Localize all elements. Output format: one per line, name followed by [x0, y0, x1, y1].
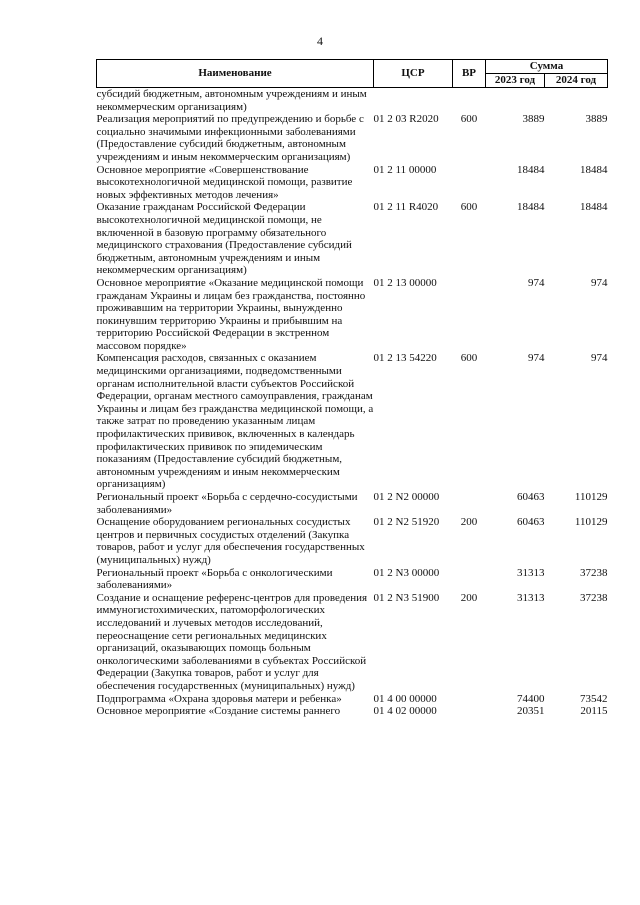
row-csr: 01 2 N2 51920 [373, 516, 440, 529]
row-vr: 200 [460, 591, 478, 604]
row-vr: 600 [460, 352, 478, 365]
header-name: Наименование [97, 60, 374, 88]
row-vr: 200 [460, 516, 478, 529]
row-sum-2024: 37238 [580, 591, 608, 604]
row-vr [453, 567, 486, 592]
row-sum-2024: 110129 [574, 516, 608, 529]
row-sum-2024: 18484 [580, 163, 608, 176]
row-sum-2024 [545, 88, 608, 114]
row-name: Региональный проект «Борьба с онкологическими заболеваниями» [96, 566, 333, 592]
row-sum-2023: 60463 [517, 516, 545, 529]
row-sum-2023: 3889 [522, 113, 545, 126]
row-sum-2023: 31313 [517, 591, 545, 604]
row-vr [453, 164, 486, 202]
row-csr: 01 2 N3 51900 [373, 591, 440, 604]
row-sum-2023: 18484 [517, 163, 545, 176]
row-name: Основное мероприятие «Совершенствование высокотехнологичной медицинской помощи, развитие новых эффективных методов лечения» [96, 163, 353, 201]
row-sum-2024: 110129 [574, 491, 608, 503]
page-number: 4 [317, 34, 323, 48]
row-csr: 01 2 N2 00000 [373, 491, 440, 503]
row-csr: 01 2 11 00000 [373, 163, 437, 176]
row-name: Оказание гражданам Российской Федерации высокотехнологичной медицинской помощи, не включенной в базовую программу обязательного медицинского страхования (Предоставление субсидий бюджетным, автономным учреждениям и иным некоммерческим организациям) [96, 201, 352, 277]
row-name: субсидий бюджетным, автономным учреждениям и иным некоммерческим организациям) [96, 88, 367, 113]
row-sum-2023: 31313 [517, 566, 545, 579]
row-sum-2023: 60463 [517, 491, 545, 503]
table-body [97, 88, 608, 718]
row-sum-2024: 37238 [580, 566, 608, 579]
row-csr: 01 4 00 00000 [373, 692, 437, 705]
row-sum-2023 [486, 88, 545, 114]
row-csr: 01 2 11 R4020 [373, 201, 439, 214]
row-sum-2024: 20115 [580, 705, 608, 718]
row-vr [453, 491, 486, 516]
row-vr [453, 693, 486, 706]
budget-table [96, 59, 608, 718]
row-name: Основное мероприятие «Оказание медицинской помощи гражданам Украины и лицам без гражданства, постоянно проживавшим на территории Украины, вынужденно покинувшим территорию Украины и прибывшим на территорию Российской Федерации в экстренном массовом порядке» [96, 276, 366, 352]
row-vr [453, 277, 486, 353]
row-csr: 01 2 13 00000 [373, 276, 437, 289]
row-sum-2024: 974 [591, 352, 608, 365]
row-csr: 01 2 13 54220 [373, 352, 437, 365]
table-row [97, 352, 608, 491]
row-name: Реализация мероприятий по предупреждению и борьбе с социально значимыми инфекционными заболеваниями (Предоставление субсидий бюджетным, автономным учреждениям и иным некоммерческим организациям) [96, 113, 364, 163]
row-name: Подпрограмма «Охрана здоровья матери и ребенка» [96, 692, 342, 705]
row-name: Оснащение оборудованием региональных сосудистых центров и первичных сосудистых отделений (Закупка товаров, работ и услуг для обеспечения государственных (муниципальных) нужд) [96, 516, 365, 566]
header-2023: 2023 год [486, 74, 545, 88]
row-sum-2023: 74400 [517, 692, 545, 705]
row-sum-2023: 20351 [517, 705, 545, 718]
row-vr [453, 705, 486, 718]
table-row [97, 491, 608, 516]
row-sum-2024: 974 [591, 276, 608, 289]
row-sum-2024: 18484 [580, 201, 608, 214]
header-vr: ВР [453, 60, 486, 88]
row-name: Основное мероприятие «Создание системы раннего [96, 705, 341, 718]
row-vr: 600 [460, 113, 478, 126]
header-sum: Сумма [486, 60, 608, 74]
row-vr [453, 88, 486, 114]
table-row [97, 567, 608, 592]
row-sum-2024: 73542 [580, 692, 608, 705]
table-row [97, 113, 608, 163]
table-row [97, 201, 608, 277]
table-row [97, 693, 608, 706]
table-row [97, 277, 608, 353]
row-sum-2024: 3889 [585, 113, 608, 126]
row-vr: 600 [460, 201, 478, 214]
row-name: Создание и оснащение референс-центров для проведения иммуногистохимических, патоморфологических исследований и лучевых методов исследований, переоснащение сети региональных медицинских организаций, оказывающих помощь больным онкологическими заболеваниями в субъектах Российской Федерации (Закупка товаров, работ и услуг для обеспечения государственных (муниципальных) нужд) [96, 591, 368, 692]
header-2024: 2024 год [545, 74, 608, 88]
row-sum-2023: 974 [528, 352, 545, 365]
row-name: Компенсация расходов, связанных с оказанием медицинскими организациями, подведомственными органам исполнительной власти субъектов Российской Федерации, органам местного самоуправления, гражданам Украины и лицам без гражданства медицинской помощи, а также затрат по проведению указанным лицам профилактических прививок, включенных в календарь профилактических прививок по эпидемическим показаниям (Предоставление субсидий бюджетным, автономным учреждениям и иным некоммерческим организациям) [96, 352, 374, 491]
row-sum-2023: 974 [528, 276, 545, 289]
table-row [97, 592, 608, 693]
row-csr: 01 4 02 00000 [373, 705, 437, 718]
row-csr [374, 88, 453, 114]
row-name: Региональный проект «Борьба с сердечно-сосудистыми заболеваниями» [96, 491, 358, 516]
header-csr: ЦСР [374, 60, 453, 88]
row-sum-2023: 18484 [517, 201, 545, 214]
table-row [97, 164, 608, 202]
row-csr: 01 2 03 R2020 [373, 113, 439, 126]
table-row [97, 705, 608, 718]
row-csr: 01 2 N3 00000 [373, 566, 440, 579]
table-row [97, 88, 608, 114]
table-row [97, 516, 608, 566]
